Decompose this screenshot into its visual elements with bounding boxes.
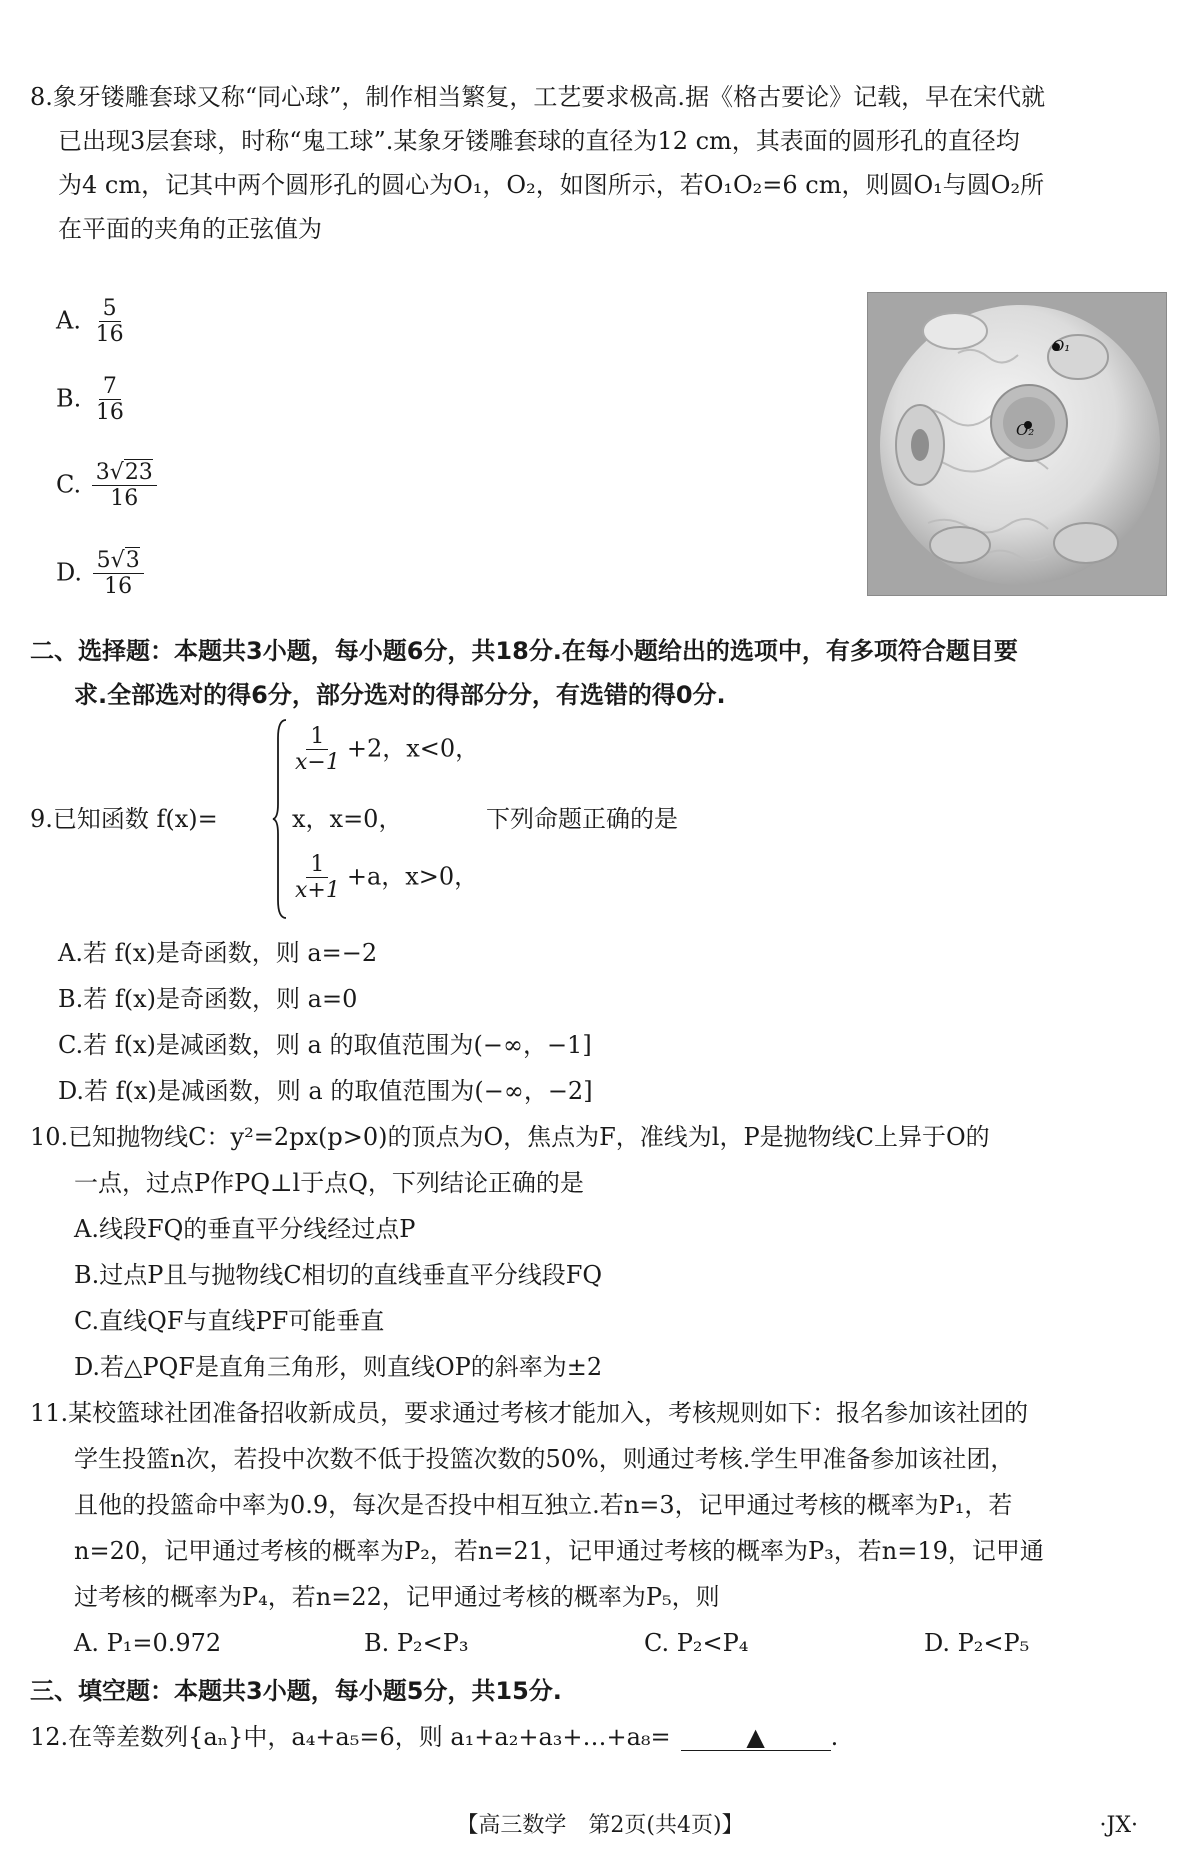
q9-prefix: 9.已知函数 f(x)= bbox=[30, 805, 218, 833]
q10-option-a: A.线段FQ的垂直平分线经过点P bbox=[74, 1215, 416, 1243]
denominator: 16 bbox=[95, 322, 124, 348]
q8-line-3: 为4 cm，记其中两个圆形孔的圆心为O₁，O₂，如图所示，若O₁O₂=6 cm，则圆O₁与圆O₂所 bbox=[58, 171, 1045, 199]
ivory-ball-photo bbox=[867, 292, 1167, 596]
denominator: x−1 bbox=[295, 750, 340, 776]
q11-line-5: 过考核的概率为P₄，若n=22，记甲通过考核的概率为P₅，则 bbox=[74, 1583, 720, 1611]
numerator: 3√23 bbox=[92, 460, 157, 486]
q8-line-2: 已出现3层套球，时称“鬼工球”.某象牙镂雕套球的直径为12 cm，其表面的圆形孔的直径均 bbox=[58, 127, 1020, 155]
q8-option-b bbox=[56, 374, 131, 426]
q10-option-b: B.过点P且与抛物线C相切的直线垂直平分线段FQ bbox=[74, 1261, 603, 1289]
numerator: 1 bbox=[306, 724, 328, 750]
q9-option-a: A.若 f(x)是奇函数，则 a=−2 bbox=[58, 939, 378, 967]
bottom-right-hole bbox=[1054, 523, 1118, 563]
q12-text: 12.在等差数列{aₙ}中，a₄+a₅=6，则 a₁+a₂+a₃+…+a₈= bbox=[30, 1723, 671, 1751]
fraction bbox=[93, 548, 144, 600]
q9-option-b: B.若 f(x)是奇函数，则 a=0 bbox=[58, 985, 358, 1013]
option-label: C. bbox=[56, 470, 82, 499]
q10-option-d: D.若△PQF是直角三角形，则直线OP的斜率为±2 bbox=[74, 1353, 603, 1381]
q11-option-b: B. P₂<P₃ bbox=[364, 1629, 469, 1657]
q9-option-c: C.若 f(x)是减函数，则 a 的取值范围为(−∞，−1] bbox=[58, 1031, 592, 1059]
bottom-left-hole bbox=[930, 527, 990, 563]
q9-case-1 bbox=[288, 724, 479, 776]
ivory-ball-illustration bbox=[868, 293, 1166, 595]
q12-line bbox=[30, 1718, 838, 1756]
q8-line-4: 在平面的夹角的正弦值为 bbox=[58, 215, 322, 243]
denominator: 16 bbox=[110, 486, 139, 512]
q8-option-c bbox=[56, 460, 160, 512]
q11-line-2: 学生投篮n次，若投中次数不低于投篮次数的50%，则通过考核.学生甲准备参加该社团， bbox=[74, 1445, 1015, 1473]
numerator: 5 bbox=[99, 296, 121, 322]
fraction bbox=[291, 724, 344, 776]
section-2-heading-line-2: 求.全部选对的得6分，部分选对的得部分分，有选错的得0分. bbox=[74, 681, 726, 709]
section-2-heading-line-1: 二、选择题：本题共3小题，每小题6分，共18分.在每小题给出的选项中，有多项符合题目要 bbox=[30, 637, 1018, 665]
denominator: 16 bbox=[95, 400, 124, 426]
piecewise-brace bbox=[272, 718, 288, 920]
fraction bbox=[92, 460, 157, 512]
page-footer: 【高三数学 第2页(共4页)】 bbox=[456, 1813, 744, 1838]
q10-line-2: 一点，过点P作PQ⊥l于点Q，下列结论正确的是 bbox=[74, 1169, 584, 1197]
q8-option-a bbox=[56, 296, 131, 348]
denominator: 16 bbox=[104, 574, 133, 600]
label-o1: O₁ bbox=[1052, 337, 1071, 355]
q11-option-a: A. P₁=0.972 bbox=[74, 1629, 222, 1657]
case-3-condition: +a，x>0， bbox=[346, 862, 479, 891]
q11-line-4: n=20，记甲通过考核的概率为P₂，若n=21，记甲通过考核的概率为P₃，若n=19，记甲通 bbox=[74, 1537, 1044, 1565]
option-label: A. bbox=[56, 306, 81, 335]
section-3-heading: 三、填空题：本题共3小题，每小题5分，共15分. bbox=[30, 1677, 562, 1705]
q12-answer-blank[interactable] bbox=[681, 1724, 831, 1751]
denominator: x+1 bbox=[295, 878, 340, 904]
option-label: B. bbox=[56, 384, 82, 413]
q11-line-3: 且他的投篮命中率为0.9，每次是否投中相互独立.若n=3，记甲通过考核的概率为P₁，若 bbox=[74, 1491, 1013, 1519]
q9-option-d: D.若 f(x)是减函数，则 a 的取值范围为(−∞，−2] bbox=[58, 1077, 593, 1105]
numerator: 7 bbox=[99, 374, 121, 400]
triangle-icon: ▲ bbox=[746, 1723, 765, 1751]
case-1-condition: +2，x<0， bbox=[346, 734, 480, 763]
q9-case-2: x，x=0， bbox=[292, 805, 403, 833]
q8-line-1: 8.象牙镂雕套球又称“同心球”，制作相当繁复，工艺要求极高.据《格古要论》记载，早在宋代就 bbox=[30, 83, 1046, 111]
option-label: D. bbox=[56, 558, 83, 587]
numerator: 1 bbox=[306, 852, 328, 878]
q8-option-d bbox=[56, 548, 147, 600]
numerator: 5√3 bbox=[93, 548, 144, 574]
footer-code: ·JX· bbox=[1099, 1813, 1138, 1838]
q9-suffix: 下列命题正确的是 bbox=[486, 805, 678, 833]
q10-option-c: C.直线QF与直线PF可能垂直 bbox=[74, 1307, 385, 1335]
q11-line-1: 11.某校篮球社团准备招收新成员，要求通过考核才能加入，考核规则如下：报名参加该社团的 bbox=[30, 1399, 1029, 1427]
q12-end: . bbox=[830, 1723, 839, 1751]
q10-line-1: 10.已知抛物线C：y²=2px(p>0)的顶点为O，焦点为F，准线为l，P是抛物线C上异于O的 bbox=[30, 1123, 990, 1151]
fraction bbox=[291, 852, 344, 904]
q9-case-3 bbox=[288, 852, 478, 904]
q11-option-c: C. P₂<P₄ bbox=[644, 1629, 749, 1657]
label-o2: O₂ bbox=[1016, 421, 1035, 439]
fraction bbox=[92, 374, 128, 426]
fraction bbox=[92, 296, 128, 348]
top-left-hole bbox=[923, 313, 987, 349]
q11-option-d: D. P₂<P₅ bbox=[924, 1629, 1030, 1657]
